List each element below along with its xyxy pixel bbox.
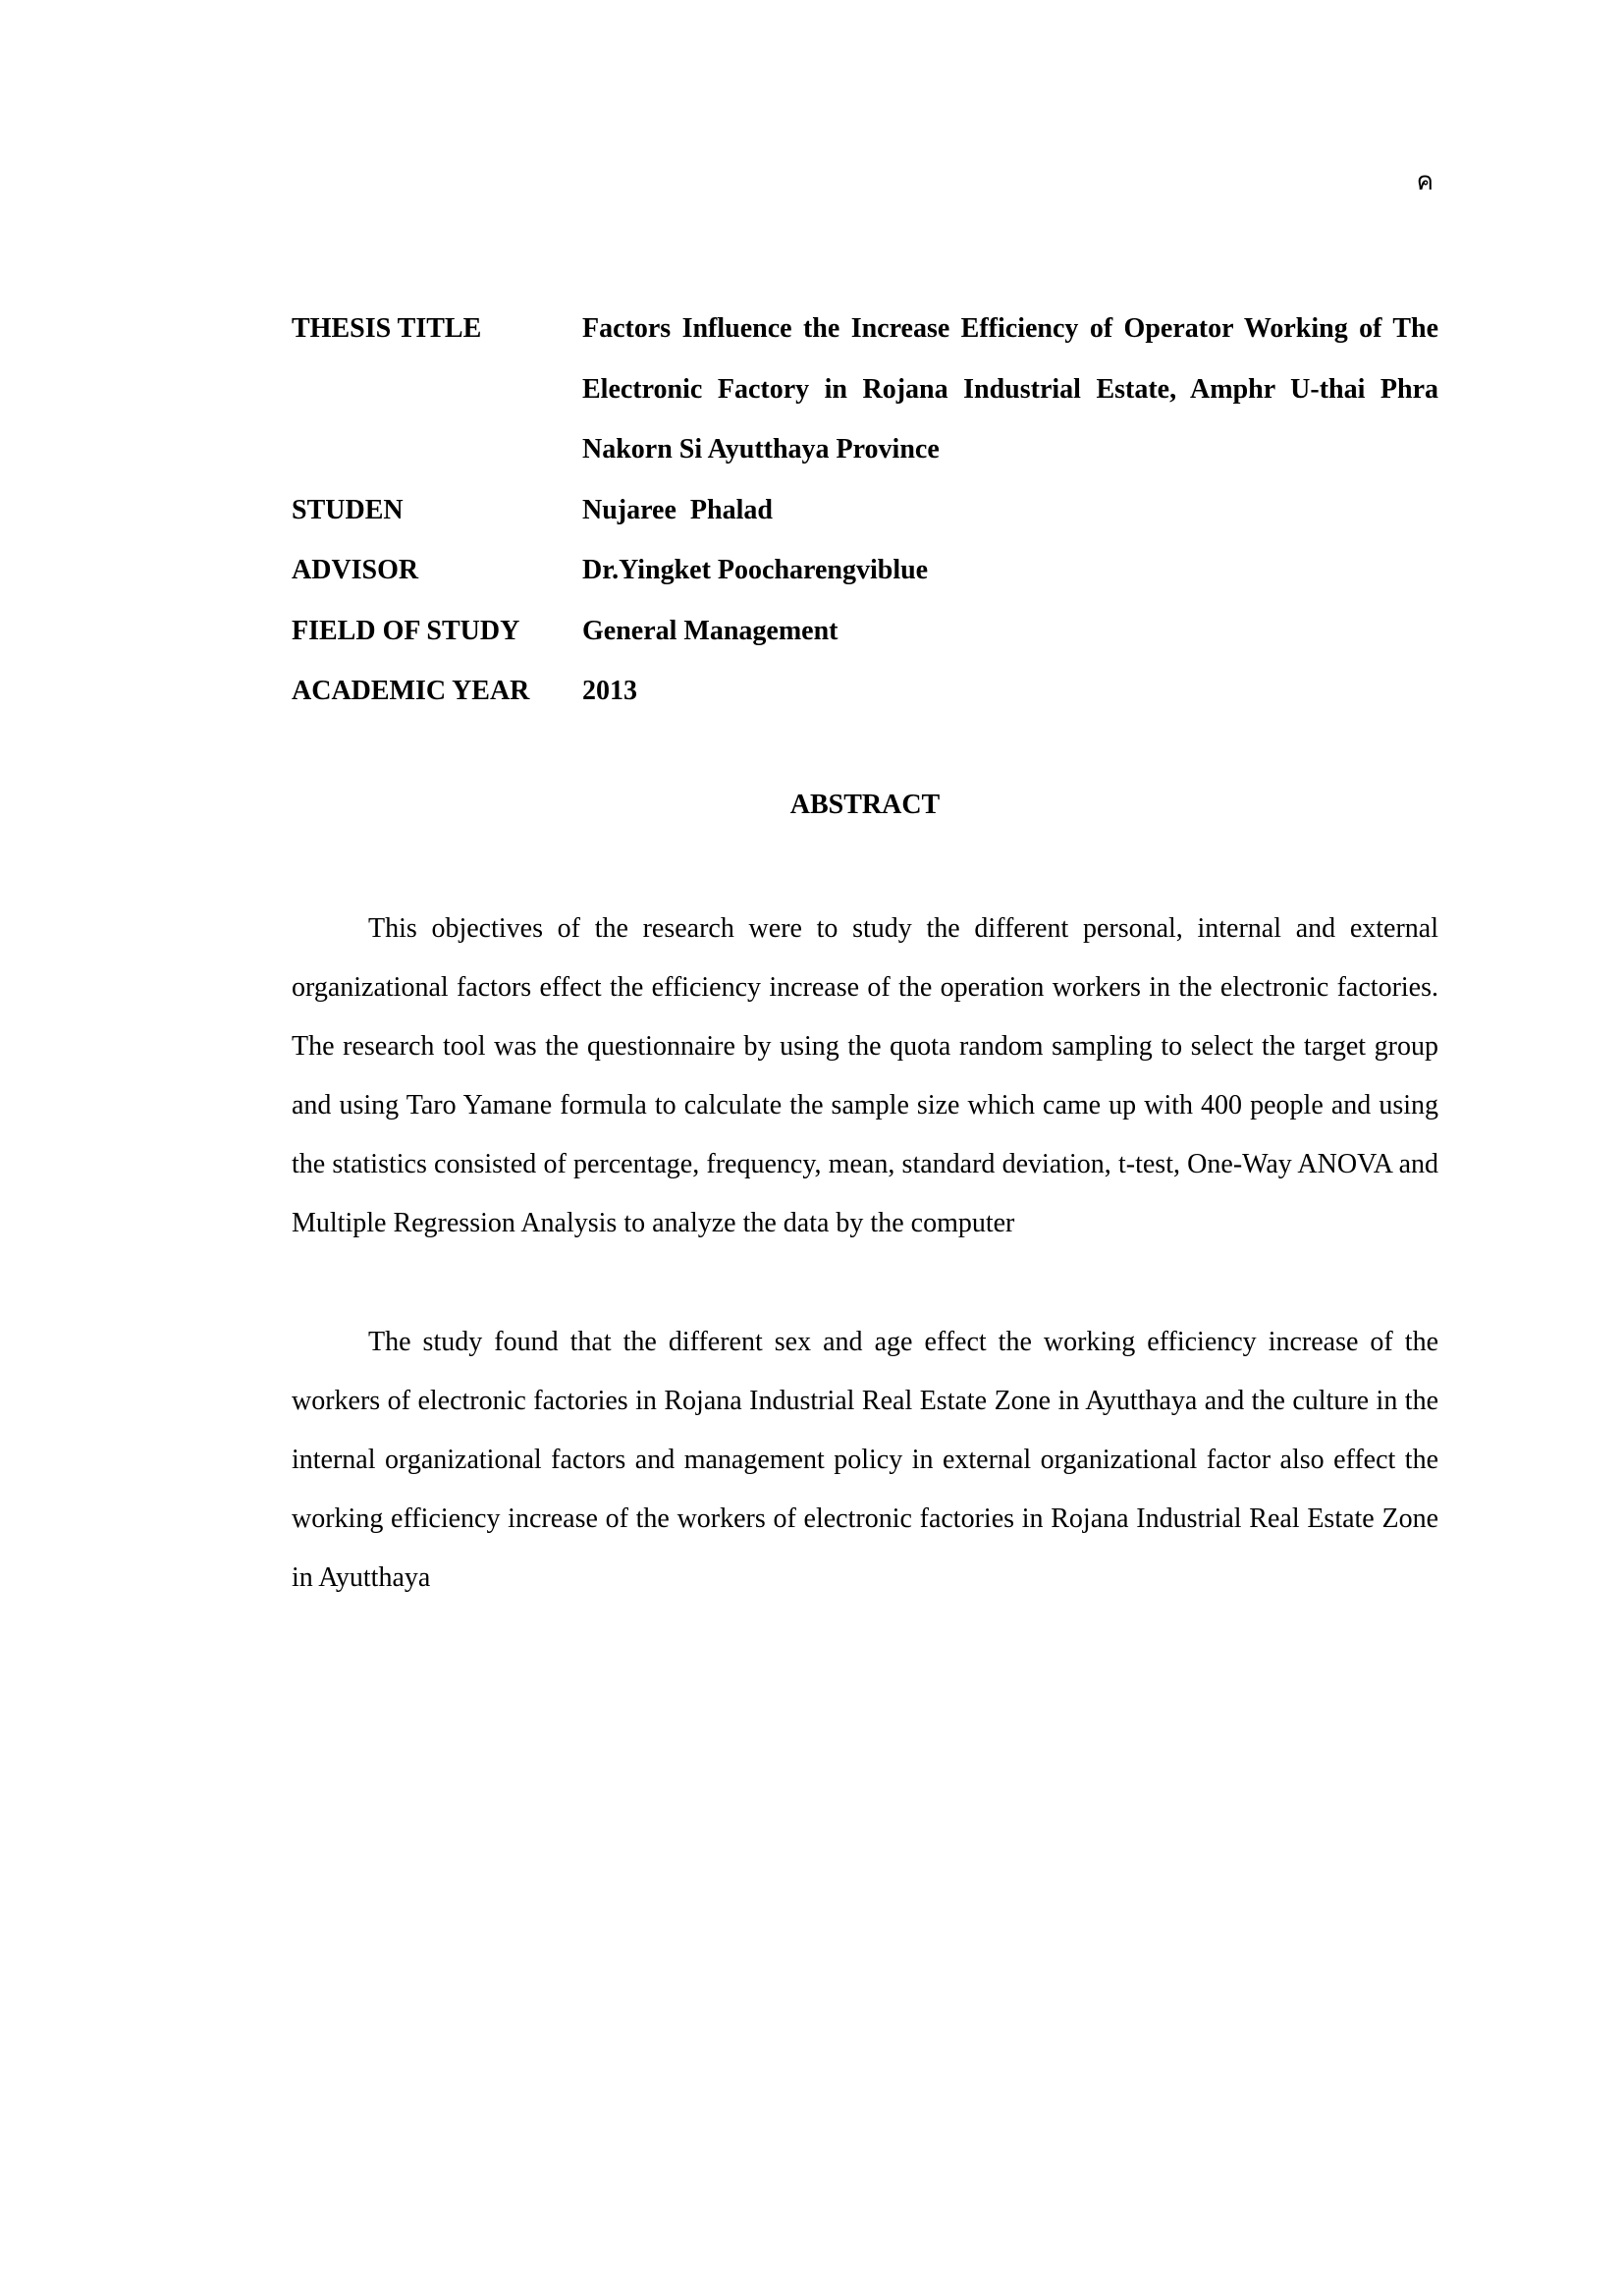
page-number: ค	[1416, 167, 1434, 195]
field-of-study-row	[292, 601, 1438, 662]
thesis-info-block	[292, 299, 1438, 722]
thesis-title-value: Factors Influence the Increase Efficiency of Operator Working of The Electronic Factory in Rojana Industrial Estate, Amphr U-thai Phra Nakorn Si Ayutthaya Province	[582, 313, 1438, 465]
field-of-study-label: FIELD OF STUDY	[292, 615, 520, 646]
advisor-value: Dr.Yingket Poocharengviblue	[582, 555, 929, 585]
field-of-study-value: General Management	[582, 615, 839, 646]
abstract-heading: ABSTRACT	[789, 790, 941, 820]
academic-year-row	[292, 661, 1438, 722]
academic-year-value: 2013	[582, 676, 637, 706]
advisor-row	[292, 540, 1438, 601]
thesis-title-label: THESIS TITLE	[292, 313, 482, 344]
academic-year-label: ACADEMIC YEAR	[292, 676, 530, 706]
thesis-title-row	[292, 299, 1438, 480]
advisor-label: ADVISOR	[292, 555, 419, 585]
student-label: STUDEN	[292, 494, 404, 525]
student-row	[292, 480, 1438, 541]
student-value: Nujaree Phalad	[582, 494, 773, 525]
abstract-paragraph-1: This objectives of the research were to study the different personal, internal and external organizational factors effect the efficiency increase of the operation workers in the electronic factories. The research tool was the questionnaire by using the quota random sampling to select the target group and using Taro Yamane formula to calculate the sample size which came up with 400 people and using the statistics consisted of percentage, frequency, mean, standard deviation, t-test, One-Way ANOVA and Multiple Regression Analysis to analyze the data by the computer	[292, 913, 1438, 1238]
abstract-paragraph-2: The study found that the different sex and age effect the working efficiency increase of the workers of electronic factories in Rojana Industrial Real Estate Zone in Ayutthaya and the culture in the internal organizational factors and management policy in external organizational factor also effect the working efficiency increase of the workers of electronic factories in Rojana Industrial Real Estate Zone in Ayutthaya	[292, 1327, 1438, 1593]
